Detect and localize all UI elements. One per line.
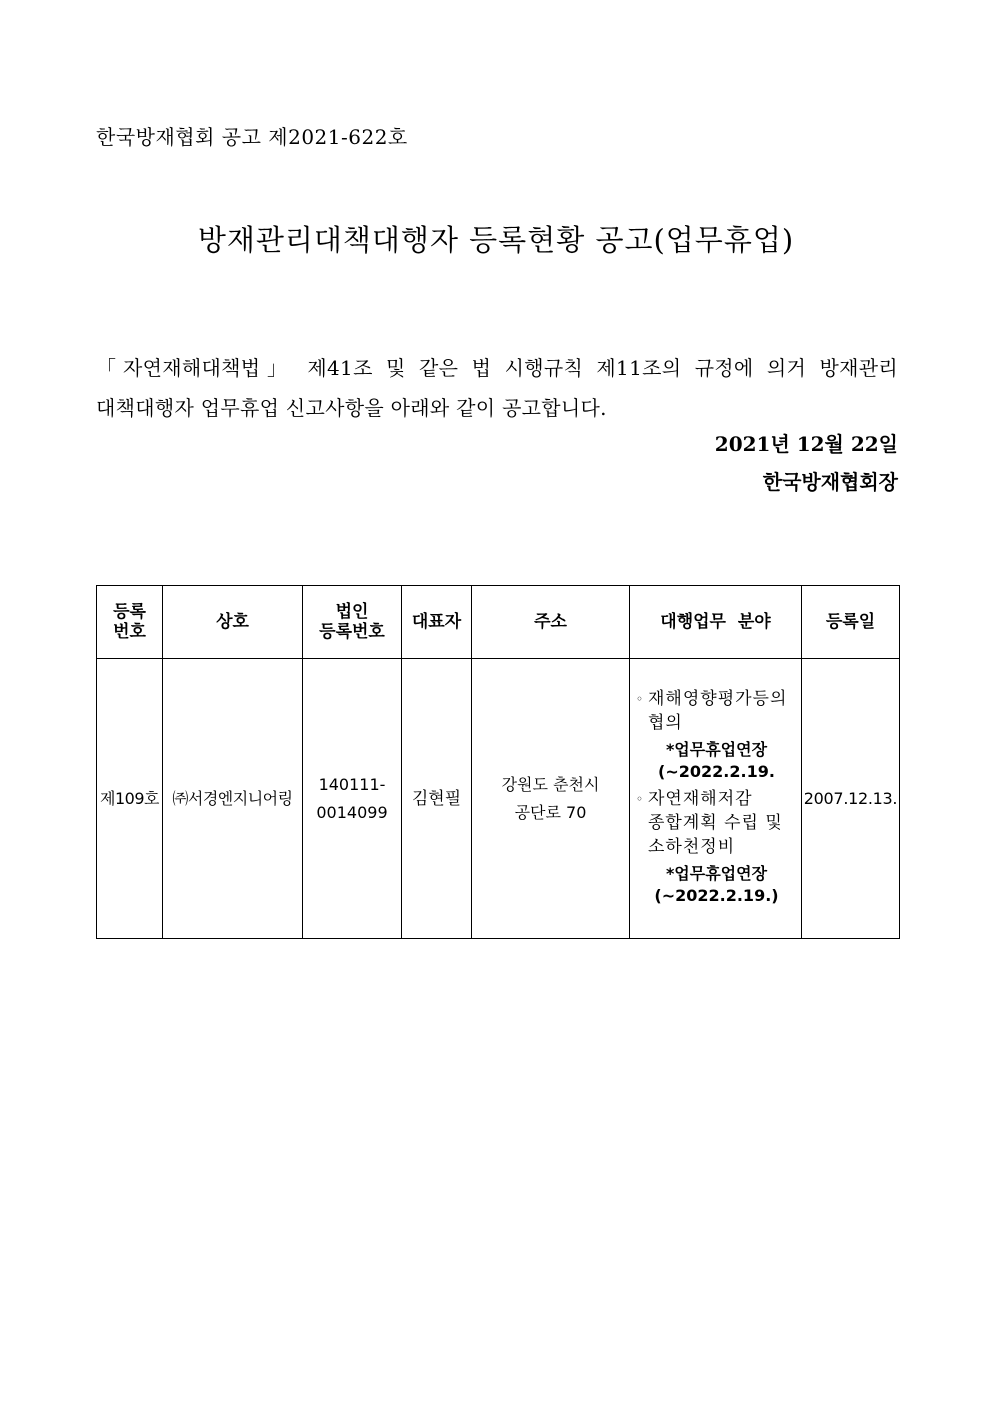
- document-title: 방재관리대책대행자 등록현황 공고(업무휴업): [197, 223, 795, 257]
- cell-reg-no: 제109호: [97, 659, 163, 939]
- address-line2: 공단로 70: [514, 802, 587, 822]
- cell-field: [630, 659, 802, 939]
- header-corp-no: [303, 586, 402, 659]
- field-item-text: 자연재해저감 종합계획 수립 및 소하천정비: [648, 788, 783, 857]
- field-note: [636, 739, 797, 783]
- corp-no-line2: 0014099: [316, 802, 388, 822]
- header-reg-no-line1: 등록: [113, 602, 146, 622]
- field-item: [636, 787, 797, 859]
- issuer: 한국방재협회장: [762, 470, 898, 494]
- notice-body: [96, 348, 898, 428]
- header-field: 대행업무 분야: [630, 586, 802, 659]
- bullet-icon: ◦: [636, 691, 644, 706]
- registration-table: [96, 585, 900, 939]
- field-note-line2: (~2022.2.19.: [658, 761, 775, 781]
- field-note-line2: (~2022.2.19.): [654, 885, 779, 905]
- header-representative: 대표자: [402, 586, 472, 659]
- header-reg-no-line2: 번호: [113, 622, 146, 642]
- field-note-line1: *업무휴업연장: [665, 739, 768, 759]
- notice-number: 한국방재협회 공고 제2021-622호: [96, 125, 408, 149]
- cell-company: ㈜서경엔지니어링: [163, 659, 303, 939]
- header-corp-no-line2: 등록번호: [319, 622, 385, 642]
- address-line1: 강원도 춘천시: [501, 774, 600, 794]
- header-address: 주소: [472, 586, 630, 659]
- body-line: 대책대행자 업무휴업 신고사항을 아래와 같이 공고합니다.: [96, 396, 607, 420]
- header-reg-no: [97, 586, 163, 659]
- header-corp-no-line1: 법인: [335, 602, 369, 622]
- cell-address: [472, 659, 630, 939]
- header-reg-date: 등록일: [802, 586, 900, 659]
- field-note-line1: *업무휴업연장: [665, 863, 768, 883]
- field-note: [636, 863, 797, 907]
- corp-no-line1: 140111-: [318, 774, 386, 794]
- cell-corp-no: [303, 659, 402, 939]
- table-row: [97, 659, 900, 939]
- field-item: [636, 687, 797, 735]
- table-header-row: [97, 586, 900, 659]
- notice-date: 2021년 12월 22일: [714, 432, 898, 456]
- body-line: 「자연재해대책법」 제41조 및 같은 법 시행규칙 제11조의 규정에 의거 방재관리: [96, 356, 898, 380]
- cell-representative: 김현필: [402, 659, 472, 939]
- bullet-icon: ◦: [636, 791, 644, 806]
- cell-reg-date: 2007.12.13.: [802, 659, 900, 939]
- header-company: 상호: [163, 586, 303, 659]
- field-item-text: 재해영향평가등의 협의: [648, 688, 788, 733]
